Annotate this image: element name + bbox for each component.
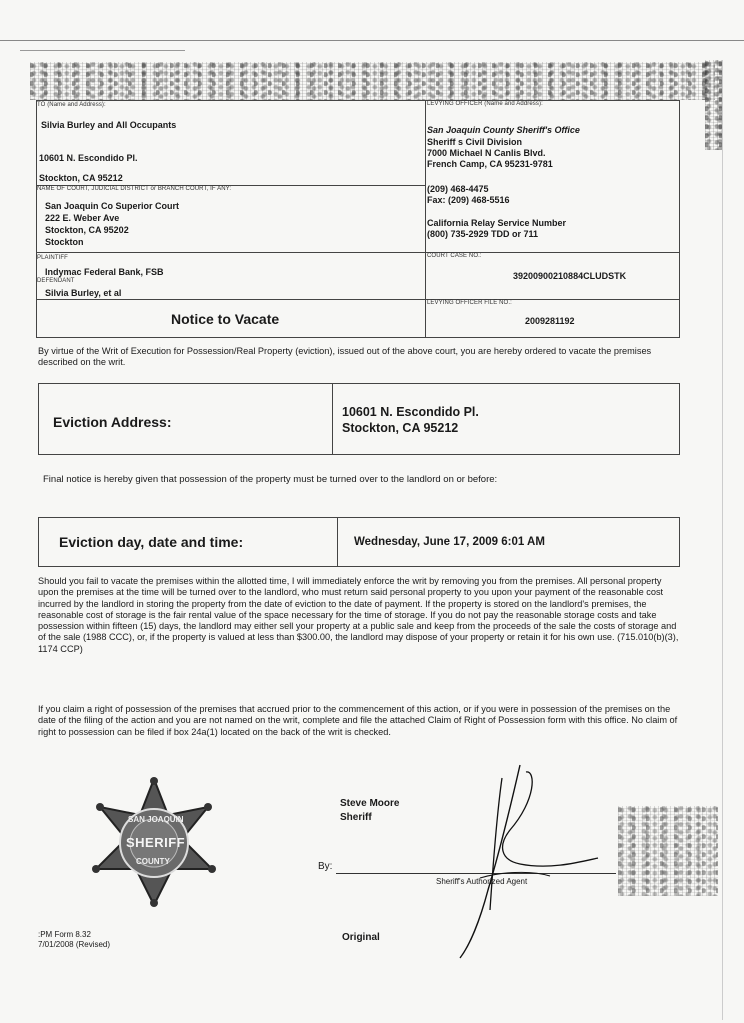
hline-3 (37, 299, 679, 300)
eviction-date-divider (337, 518, 338, 566)
by-label: By: (318, 861, 333, 872)
eviction-address-box (38, 383, 680, 455)
levying-line-3: 7000 Michael N Canlis Blvd. (427, 148, 546, 158)
badge-middle-text: SHERIFF (126, 835, 186, 850)
paragraph-1: Should you fail to vacate the premises within the allotted time, I will immediately enforce the writ by removing you from the premises. All personal property upon the premises at the time will be turned over to the landlord, who must return said personal property to you upon your payment of the reasonable cost incurred by the landlord in storing the property from the date of eviction to the date of payment. If the property is stored on the landlord's premises, the reasonable cost of storage is the fair rental value of the space necessary for the time of storage. If you do not pay the reasonable storage costs and take possession within fifteen (15) days, the landlord may either sell your property at a public sale and keep from the proceeds of the sale the costs of storage and of the sale (1988 CCC), or, if the property is valued at less than $300.00, the landlord may dispose of your property or retain it for his own use. (715.010(b)(3), 1174 CCP) (38, 576, 679, 654)
eviction-address-label: Eviction Address: (53, 414, 172, 430)
file-label: LEVYING OFFICER FILE NO.: (427, 300, 512, 306)
phone: (209) 468-4475 (427, 184, 489, 194)
to-label: TO (Name and Address): (37, 102, 106, 108)
eviction-date-label: Eviction day, date and time: (59, 534, 244, 550)
relay-1: California Relay Service Number (427, 218, 567, 228)
final-notice: Final notice is hereby given that possession of the property must be turned over to the landlord on or before: (43, 474, 498, 485)
court-line-3: Stockton, CA 95202 (45, 225, 129, 235)
plaintiff-label: PLAINTIFF (37, 255, 68, 261)
levying-line-4: French Camp, CA 95231-9781 (427, 159, 553, 169)
to-name: Silvia Burley and All Occupants (41, 120, 177, 130)
to-street: 10601 N. Escondido Pl. (39, 153, 138, 163)
sheriff-badge (88, 777, 220, 909)
top-rule (0, 40, 744, 41)
case-number: 39200900210884CLUDSTK (513, 271, 627, 281)
fax: Fax: (209) 468-5516 (427, 195, 510, 205)
levying-line-1: San Joaquin County Sheriff's Office (427, 125, 580, 135)
header-divider (425, 101, 426, 337)
top-rule-short (20, 50, 185, 51)
court-label: NAME OF COURT, JUDICIAL DISTRICT or BRANCH COURT, IF ANY: (37, 186, 232, 192)
form-number: :PM Form 8.32 (38, 930, 91, 939)
sheriff-title: Sheriff (340, 812, 372, 823)
header-grid (36, 100, 680, 338)
scan-noise-bottom (618, 806, 718, 896)
handwritten-signature (440, 760, 620, 960)
agent-label: Sheriff's Authorized Agent (436, 877, 528, 886)
case-label: COURT CASE NO.: (427, 253, 482, 259)
court-line-1: San Joaquin Co Superior Court (45, 201, 180, 211)
paragraph-2: If you claim a right of possession of the premises that accrued prior to the commencement of this action, or if you were in possession of the premises on the date of the filing of the action and you are not named on the writ, complete and file the attached Claim of Right of Possession form with this office. No claim of right to possession can be filed if box 24a(1) located on the back of the writ is checked. (38, 704, 678, 737)
sheriff-name: Steve Moore (340, 798, 400, 809)
levying-line-2: Sheriff s Civil Division (427, 137, 523, 147)
eviction-address-line2: Stockton, CA 95212 (342, 421, 459, 435)
form-revised: 7/01/2008 (Revised) (38, 940, 111, 949)
eviction-date-box (38, 517, 680, 567)
scan-noise-top (30, 62, 715, 100)
original-label: Original (342, 932, 380, 943)
intro-text: By virtue of the Writ of Execution for Possession/Real Property (eviction), issued out of the above court, you are hereby ordered to vacate the premises described on the writ. (38, 346, 652, 368)
relay-2: (800) 735-2929 TDD or 711 (427, 229, 539, 239)
notice-title: Notice to Vacate (171, 311, 280, 327)
levying-label: LEVYING OFFICER (Name and Address): (427, 101, 543, 107)
to-city: Stockton, CA 95212 (39, 173, 123, 183)
eviction-date-value: Wednesday, June 17, 2009 6:01 AM (354, 536, 545, 548)
eviction-address-line1: 10601 N. Escondido Pl. (342, 405, 479, 419)
court-line-2: 222 E. Weber Ave (45, 213, 120, 223)
court-line-4: Stockton (45, 237, 84, 247)
eviction-address-divider (332, 384, 333, 454)
badge-bottom-text: COUNTY (136, 857, 170, 866)
plaintiff: Indymac Federal Bank, FSB (45, 267, 164, 277)
defendant-label: DEFENDANT (37, 278, 75, 284)
file-number: 2009281192 (525, 316, 575, 326)
hline-2 (37, 252, 679, 253)
badge-top-text: SAN JOAQUIN (128, 815, 184, 824)
right-margin-rule (722, 60, 723, 1020)
defendant: Silvia Burley, et al (45, 288, 122, 298)
scan-noise-right (705, 60, 723, 150)
